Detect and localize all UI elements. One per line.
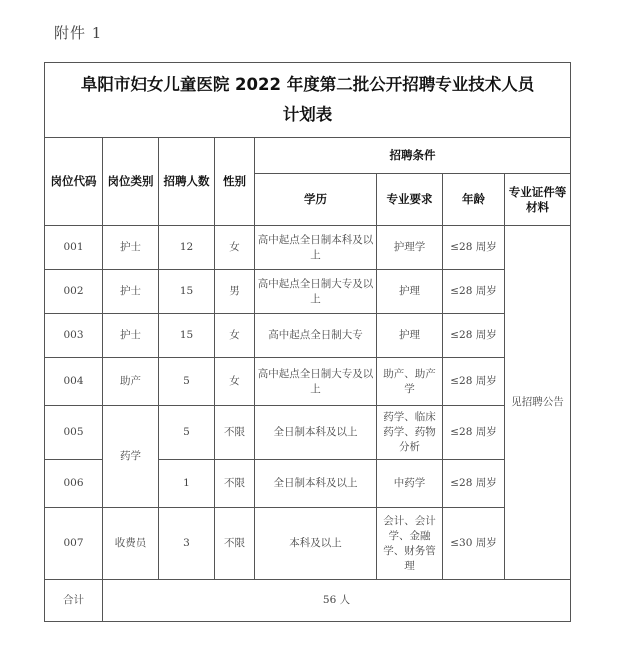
header-position-code: 岗位代码	[45, 138, 103, 226]
cell-code: 001	[45, 226, 103, 270]
cell-gender: 女	[215, 226, 255, 270]
header-recruit-count: 招聘人数	[159, 138, 215, 226]
table-row	[45, 358, 571, 406]
cell-category: 护士	[103, 270, 159, 314]
cell-education: 高中起点全日制本科及以上	[255, 226, 377, 270]
header-gender: 性别	[215, 138, 255, 226]
cell-count: 5	[159, 406, 215, 460]
table-row	[45, 406, 571, 460]
total-value: 56 人	[103, 580, 571, 622]
cell-code: 005	[45, 406, 103, 460]
cell-age: ≤30 周岁	[443, 508, 505, 580]
recruitment-plan-table	[44, 62, 571, 622]
cell-gender: 不限	[215, 406, 255, 460]
cell-major: 护理	[377, 270, 443, 314]
cell-education: 全日制本科及以上	[255, 406, 377, 460]
table-row	[45, 270, 571, 314]
cell-count: 1	[159, 460, 215, 508]
cell-count: 15	[159, 314, 215, 358]
cell-age: ≤28 周岁	[443, 358, 505, 406]
cell-age: ≤28 周岁	[443, 226, 505, 270]
cell-category: 护士	[103, 314, 159, 358]
table-title	[45, 63, 571, 138]
cell-major: 护理学	[377, 226, 443, 270]
cell-code: 002	[45, 270, 103, 314]
cell-age: ≤28 周岁	[443, 406, 505, 460]
cell-education: 高中起点全日制大专	[255, 314, 377, 358]
cell-age: ≤28 周岁	[443, 270, 505, 314]
header-age: 年龄	[443, 174, 505, 226]
cell-category: 护士	[103, 226, 159, 270]
cell-count: 5	[159, 358, 215, 406]
header-major: 专业要求	[377, 174, 443, 226]
cell-category: 助产	[103, 358, 159, 406]
cell-major: 药学、临床药学、药物分析	[377, 406, 443, 460]
annex-label: 附件 1	[54, 24, 103, 42]
cell-gender: 男	[215, 270, 255, 314]
total-label: 合计	[45, 580, 103, 622]
cell-major: 护理	[377, 314, 443, 358]
cell-major: 会计、会计学、金融学、财务管理	[377, 508, 443, 580]
cell-age: ≤28 周岁	[443, 314, 505, 358]
title-line-1: 阜阳市妇女儿童医院 2022 年度第二批公开招聘专业技术人员	[80, 75, 535, 94]
table-row	[45, 226, 571, 270]
cell-education: 本科及以上	[255, 508, 377, 580]
cell-certificates: 见招聘公告	[505, 226, 571, 580]
cell-count: 12	[159, 226, 215, 270]
cell-gender: 女	[215, 314, 255, 358]
cell-education: 全日制本科及以上	[255, 460, 377, 508]
cell-age: ≤28 周岁	[443, 460, 505, 508]
cell-count: 15	[159, 270, 215, 314]
header-certificates: 专业证件等材料	[505, 174, 571, 226]
cell-education: 高中起点全日制大专及以上	[255, 358, 377, 406]
cell-major: 助产、助产学	[377, 358, 443, 406]
cell-code: 006	[45, 460, 103, 508]
table-row	[45, 508, 571, 580]
cell-gender: 女	[215, 358, 255, 406]
total-row	[45, 580, 571, 622]
cell-category: 药学	[103, 406, 159, 508]
cell-gender: 不限	[215, 460, 255, 508]
table-row	[45, 314, 571, 358]
header-education: 学历	[255, 174, 377, 226]
title-line-2: 计划表	[282, 105, 333, 124]
cell-education: 高中起点全日制大专及以上	[255, 270, 377, 314]
cell-code: 007	[45, 508, 103, 580]
cell-code: 004	[45, 358, 103, 406]
header-position-type: 岗位类别	[103, 138, 159, 226]
cell-count: 3	[159, 508, 215, 580]
cell-category: 收费员	[103, 508, 159, 580]
header-conditions: 招聘条件	[255, 138, 571, 174]
cell-major: 中药学	[377, 460, 443, 508]
cell-gender: 不限	[215, 508, 255, 580]
cell-code: 003	[45, 314, 103, 358]
